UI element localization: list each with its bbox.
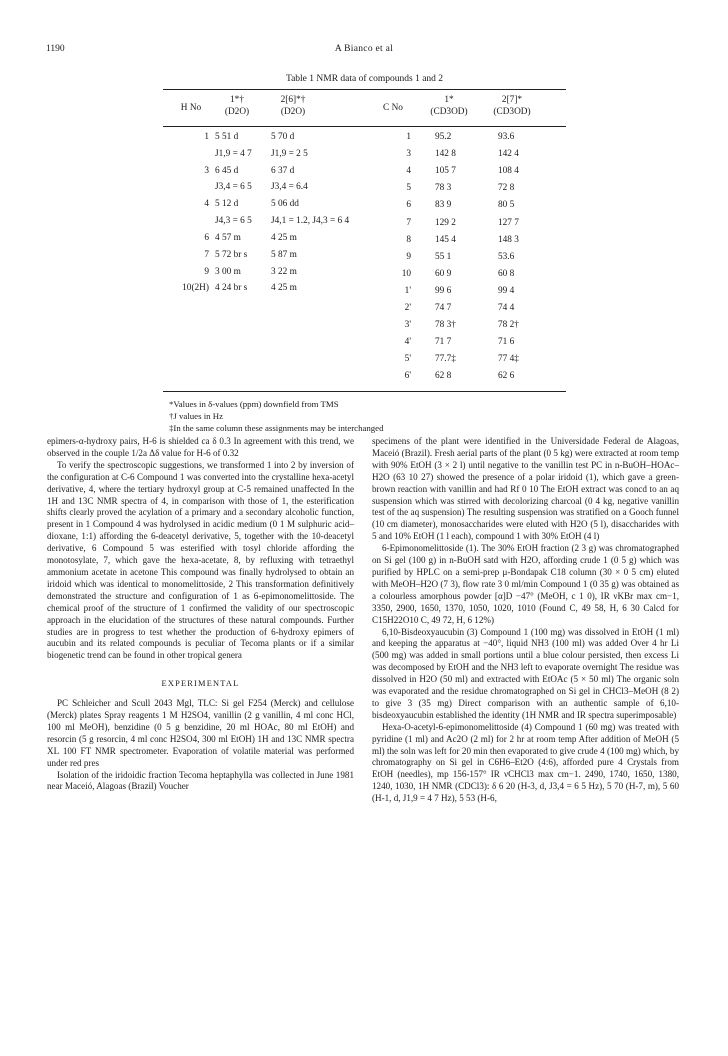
- right-text-column: [372, 436, 679, 805]
- body-paragraph: To verify the spectroscopic suggestions, we transformed 1 into 2 by inversion of the configuration at C-6 Compound 1 was converted into the crystalline hexa-acetyl derivative, 4, where the tertiary hydroxyl group at C-5 remained unaffected In the 1H and 13C NMR spectra of 4, in comparison with those of 1, the esterification shifts clearly proved the acylation of a primary and a secondary alcoholic function, present in 1 Compound 4 was hydrolysed in acidic medium (0 1 M sulphuric acid–dioxane, 1:1) affording the 6-deacetyl derivative, 5, together with the 10-deacetyl derivative, 6 Compound 5 was esterified with tosyl chloride affording the monotosylate, 7, which gave the hexa-acetate, 8, by refluxing with tetraethyl ammonium acetate in acetone This compound was finally hydrolysed to obtain an iridoid which was identical to monomelittoside, 2 This transformation definitively demonstrated the structure and configuration of 1 as 6-epimonomelittoside. The chemical proof of the structure of 1 confirmed the validity of our spectroscopic approach in the elucidation of the structures of these natural compounds. Further studies are in progress to test whether the production of 6-hydroxy epimers of aucubin and its related compounds is peculiar of Tecoma plants or if a similar biogenetic trend can be found in other tropical genera: [47, 459, 354, 661]
- col-2-d2o-solvent: (D2O): [280, 107, 306, 117]
- c-number-cell: 6: [406, 200, 411, 211]
- shift-cell-2-d2o: 5 87 m: [271, 249, 297, 260]
- h-number-cell: 1: [204, 132, 209, 142]
- c-number-cell: 8: [406, 234, 411, 245]
- shift-cell-2-cd3od: 99 4: [498, 285, 515, 296]
- shift-cell-1-cd3od: 71 7: [435, 337, 452, 348]
- shift-cell-1-cd3od: 105 7: [435, 166, 456, 177]
- col-1-d2o-title: 1*†: [230, 95, 244, 105]
- shift-cell-2-cd3od: 142 4: [498, 149, 519, 160]
- body-paragraph: 6,10-Bisdeoxyaucubin (3) Compound 1 (100 mg) was dissolved in EtOH (1 ml) and keeping the apparatus at −40°, liquid NH3 (100 ml) was added Over 4 hr Li (500 mg) was added in small portions until a blue colour persisted, then excess Li was decomposed by EtOH and the NH3 left to evaporate overnight The residue was dissolved in H2O (50 ml) and extracted with EtOAc (5 × 50 ml) The organic soln was evaporated and the residue chromatographed on Si gel in CHCl3–MeOH (8 2) to give 3 (35 mg) Direct comparison with an authentic sample of 6,10-bisdeoxyaucubin established the identity (1H NMR and IR spectra superimposable): [372, 626, 679, 720]
- col-1-cd3od-title: 1*: [444, 95, 454, 105]
- c-number-cell: 9: [406, 251, 411, 262]
- shift-cell-1-cd3od: 55 1: [435, 251, 452, 262]
- col-2-cd3od-solvent: (CD3OD): [493, 107, 531, 117]
- table-body: [163, 127, 566, 391]
- h-number-cell: 4: [204, 199, 209, 210]
- c-number-cell: 3: [406, 149, 411, 160]
- shift-cell-2-cd3od: 78 2†: [498, 320, 519, 331]
- col-2-d2o-title: 2[6]*†: [280, 95, 306, 105]
- shift-cell-2-cd3od: 71 6: [498, 337, 515, 348]
- shift-cell-2-cd3od: 74 4: [498, 303, 515, 313]
- c-number-cell: 7: [406, 217, 411, 228]
- shift-cell-1-d2o: J4,3 = 6 5: [215, 216, 252, 227]
- shift-cell-2-d2o: J1,9 = 2 5: [271, 148, 308, 159]
- shift-cell-2-cd3od: 108 4: [498, 166, 519, 177]
- shift-cell-1-cd3od: 78 3: [435, 183, 452, 194]
- shift-cell-2-d2o: 5 06 dd: [271, 199, 299, 210]
- c-number-cell: 4: [406, 166, 411, 177]
- c-number-cell: 1: [406, 132, 411, 142]
- shift-cell-2-d2o: 6 37 d: [271, 165, 295, 176]
- shift-cell-2-cd3od: 80 5: [498, 200, 515, 211]
- col-2-cd3od-title: 2[7]*: [501, 95, 523, 105]
- table-bottom-rule: [163, 391, 566, 392]
- shift-cell-1-d2o: 5 51 d: [215, 132, 239, 142]
- shift-cell-1-cd3od: 95.2: [435, 132, 452, 142]
- shift-cell-1-d2o: J1,9 = 4 7: [215, 148, 252, 159]
- shift-cell-2-d2o: 3 22 m: [271, 266, 297, 277]
- h-number-cell: 10(2H): [182, 283, 209, 294]
- body-paragraph: epimers-α-hydroxy pairs, H-6 is shielded ca δ 0.3 In agreement with this trend, we observed in the couple 1/2a Δδ value for H-6 of 0.32: [47, 436, 354, 458]
- shift-cell-1-cd3od: 60 9: [435, 268, 452, 279]
- c-number-cell: 4': [404, 337, 411, 348]
- h-number-cell: 7: [204, 249, 209, 260]
- table-footnote: †J values in Hz: [169, 411, 223, 421]
- shift-cell-1-d2o: 3 00 m: [215, 266, 241, 277]
- shift-cell-2-cd3od: 148 3: [498, 234, 519, 245]
- shift-cell-1-cd3od: 142 8: [435, 149, 456, 160]
- c-number-cell: 3': [404, 320, 411, 331]
- shift-cell-1-d2o: 4 57 m: [215, 232, 241, 243]
- c-number-cell: 5': [404, 354, 411, 365]
- col-1-cd3od-solvent: (CD3OD): [430, 107, 468, 117]
- shift-cell-2-cd3od: 127 7: [498, 217, 519, 228]
- shift-cell-2-d2o: 4 25 m: [271, 283, 297, 294]
- body-paragraph: PC Schleicher and Scull 2043 Mgl, TLC: Si gel F254 (Merck) and cellulose (Merck) plates Spray reagents 1 M H2SO4, vanillin (2 g vanillin, 4 ml conc HCl, 100 ml MeOH), benzidine (0 5 g benzidine, 20 ml HOAc, 80 ml EtOH) and resorcin (5 g resorcin, 4 ml conc H2SO4, 300 ml EtOH) 1H and 13C NMR spectra XL 100 FT NMR spectrometer. Evaporation of volatile material was performed under red pres: [47, 698, 354, 768]
- shift-cell-1-d2o: 5 12 d: [215, 199, 239, 210]
- h-number-cell: 9: [204, 266, 209, 277]
- c-number-cell: 1': [404, 285, 411, 296]
- shift-cell-2-d2o: J3,4 = 6.4: [271, 182, 308, 193]
- table-footnote: *Values in δ-values (ppm) downfield from TMS: [169, 399, 339, 409]
- shift-cell-2-cd3od: 60 8: [498, 268, 515, 279]
- shift-cell-2-cd3od: 53.6: [498, 251, 515, 262]
- table-footnote: ‡In the same column these assignments may be interchanged: [169, 423, 384, 433]
- shift-cell-2-d2o: J4,1 = 1.2, J4,3 = 6 4: [271, 216, 350, 227]
- c-number-cell: 6': [404, 371, 411, 382]
- shift-cell-1-cd3od: 129 2: [435, 217, 456, 228]
- section-heading-experimental: EXPERIMENTAL: [161, 679, 240, 689]
- shift-cell-1-d2o: 4 24 br s: [215, 283, 248, 294]
- col-1-d2o-solvent: (D2O): [224, 107, 250, 117]
- shift-cell-1-d2o: 6 45 d: [215, 165, 239, 176]
- table-footnotes: [163, 398, 566, 434]
- shift-cell-1-cd3od: 62 8: [435, 371, 452, 382]
- shift-cell-1-d2o: 5 72 br s: [215, 249, 248, 260]
- body-paragraph: 6-Epimonomelittoside (1). The 30% EtOH fraction (2 3 g) was chromatographed on Si gel (100 g) in n-BuOH satd with H2O, affording crude 1 (0 5 g) which was purified by HPLC on a semi-prep μ-Bondapak C18 column (30 × 0 5 cm) eluted with MeOH–H2O (7 3), flow rate 3 0 ml/min Compound 1 (0 35 g) was obtained as a colourless amorphous powder [α]D −47° (MeOH, c 1 0), IR νKBr max cm−1, 3350, 2900, 1650, 1370, 1050, 1020, 1010 (Found C, 49 58, H, 6 30 Calcd for C15H22O10 C, 49 72, H, 6 12%): [372, 543, 679, 625]
- body-paragraph: Isolation of the iridoidic fraction Tecoma heptaphylla was collected in June 1981 near Maceió, Alagoas (Brazil) Voucher: [47, 769, 354, 792]
- shift-cell-1-d2o: J3,4 = 6 5: [215, 182, 252, 193]
- col-h-no: H No: [180, 103, 202, 113]
- table-caption: Table 1 NMR data of compounds 1 and 2: [285, 74, 444, 84]
- shift-cell-2-cd3od: 72 8: [498, 183, 515, 194]
- h-number-cell: 6: [204, 232, 209, 243]
- page-number: 1190: [46, 44, 65, 54]
- table-header: [163, 90, 566, 126]
- body-paragraph: specimens of the plant were identified in the Universidade Federal de Alagoas, Maceió (Brazil). Fresh aerial parts of the plant (0 5 kg) were extracted at room temp with 90% EtOH (3 × 2 l) until negative to the vanillin test PC in n-BuOH–HOAc–H2O (63 10 27) showed the presence of a polar iridoid (1), which gave a green-brown reaction with vanillin and had Rf 0 10 The EtOH extract was concd to an aq suspension which was stirred with decolorizing charcoal (0 4 kg, negative vanillin test of the aq suspension) The resulting suspension was stratified on a Gooch funnel (10 cm diameter), monosaccharides were eluted with H2O (5 l), disaccharides with 5 and 10% EtOH (1 l each), compound 1 with 30% EtOH (4 l): [372, 436, 679, 542]
- left-text-column: [47, 436, 354, 793]
- c-number-cell: 5: [406, 183, 411, 194]
- shift-cell-2-cd3od: 77 4‡: [498, 354, 519, 365]
- c-number-cell: 2': [404, 303, 411, 313]
- shift-cell-1-cd3od: 74 7: [435, 303, 452, 313]
- shift-cell-1-cd3od: 78 3†: [435, 320, 456, 331]
- shift-cell-2-cd3od: 93.6: [498, 132, 515, 142]
- h-number-cell: 3: [204, 165, 209, 176]
- c-number-cell: 10: [401, 268, 411, 279]
- shift-cell-2-cd3od: 62 6: [498, 371, 515, 382]
- shift-cell-1-cd3od: 83 9: [435, 200, 452, 211]
- col-c-no: C No: [383, 103, 403, 113]
- body-paragraph: Hexa-O-acetyl-6-epimonomelittoside (4) Compound 1 (60 mg) was treated with pyridine (1 ml) and Ac2O (2 ml) for 2 hr at room temp After addition of MeOH (5 ml) the soln was left for 20 min then evaporated to give crude 4 (100 mg) which, by chromatography on Si gel in C6H6–Et2O (4:6), afforded pure 4 Crystals from EtOH (needles), mp 156-157° IR νCHCl3 max cm−1. 2490, 1740, 1650, 1380, 1240, 1030, 1H NMR (CDCl3): δ 6 20 (H-3, d, J3,4 = 6 5 Hz), 5 70 (H-7, m), 5 60 (H-1, d, J1,9 = 4 7 Hz), 5 53 (H-6,: [372, 721, 679, 804]
- nmr-table: [163, 74, 566, 434]
- shift-cell-1-cd3od: 77.7‡: [435, 354, 456, 365]
- shift-cell-1-cd3od: 145 4: [435, 234, 456, 245]
- shift-cell-2-d2o: 4 25 m: [271, 232, 297, 243]
- shift-cell-1-cd3od: 99 6: [435, 285, 452, 296]
- running-header-authors: A Bianco et al: [334, 44, 394, 54]
- shift-cell-2-d2o: 5 70 d: [271, 132, 295, 142]
